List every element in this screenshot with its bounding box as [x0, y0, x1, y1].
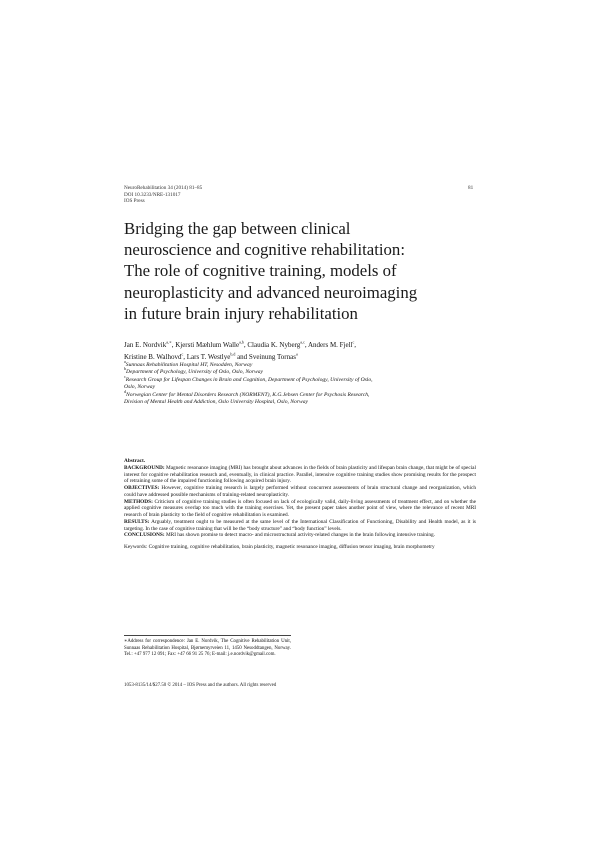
- section-text: Criticism of cognitive training studies is often focused on lack of ecologically valid, daily-living assessments of treatment effect, and on whether the applied cognitive measures overlap too much with the training exercises. Yet, the present paper takes another point of view, where the relevance of recent MRI research of brain plasticity to the field of cognitive rehabilitation is examined.: [124, 498, 476, 518]
- author-marks: a: [295, 351, 298, 357]
- affiliation: [124, 366, 479, 376]
- journal-header: [124, 185, 202, 205]
- affiliation-text: Sunnaas Rehabilitation Hospital HT, Nesodden, Norway: [125, 362, 253, 368]
- abstract-conclusions: [124, 532, 476, 539]
- author-name: Kristine B. Walhovd: [124, 352, 182, 361]
- section-text: Arguably, treatment ought to be measured at the same level of the International Classification of Functioning, Disability and Health model, as it is targeting. In the case of cognitive training that will be the “body structure” and “body function” levels.: [124, 518, 476, 532]
- affiliation-mark: b: [124, 366, 126, 372]
- affiliation-mark: d: [124, 388, 126, 394]
- abstract: [124, 458, 476, 551]
- section-text: However, cognitive training research is largely performed without concurrent assessments of brain structural change and reorganization, which could have addressed possible mechanisms of training-related neuroplasticity.: [124, 485, 476, 498]
- section-text: Magnetic resonance imaging (MRI) has brought about advances in the fields of brain plasticity and lifespan brain change, that might be of special interest for cognitive rehabilitation research and, eventually, in clinical practice. Parallel, intensive cognitive training studies show promising results for the prospect of retraining some of the impaired functioning following acquired brain injury.: [124, 464, 476, 485]
- section-text: MRI has shown promise to detect macro- and microstructural activity-related changes in the brain following intensive training.: [164, 532, 435, 539]
- author-name: , Claudia K. Nyberg: [243, 341, 301, 349]
- title-line: neuroscience and cognitive rehabilitation:: [124, 240, 405, 260]
- journal-citation: NeuroRehabilitation 34 (2014) 81–85: [124, 185, 203, 191]
- affiliation-mark: a: [124, 359, 126, 365]
- abstract-objectives: [124, 485, 476, 499]
- abstract-background: [124, 465, 476, 485]
- title-line: Bridging the gap between clinical: [124, 219, 351, 238]
- author-marks: c: [352, 339, 355, 345]
- title-line: neuroplasticity and advanced neuroimaging: [124, 282, 418, 302]
- abstract-methods: [124, 499, 476, 519]
- paper-title: [124, 218, 484, 324]
- abstract-results: [124, 519, 476, 533]
- title-line: in future brain injury rehabilitation: [124, 303, 358, 323]
- affiliation-text: Department of Psychology, University of Oslo, Oslo, Norway: [126, 369, 264, 376]
- section-label: RESULTS:: [124, 518, 150, 525]
- section-label: OBJECTIVES:: [124, 485, 160, 491]
- author-marks: b,d: [230, 351, 236, 357]
- publisher: IOS Press: [124, 198, 145, 205]
- affiliation-mark: c: [124, 373, 126, 379]
- author-list: [124, 340, 484, 363]
- author-line: [124, 340, 484, 352]
- affiliation-text: Research Group for Lifespan Changes in Brain and Cognition, Department of Psychology, University of Oslo,: [125, 376, 373, 383]
- author-marks: a,∗: [166, 339, 172, 345]
- author-name: Jan E. Nordvik: [124, 341, 167, 349]
- page-number: 81: [468, 185, 474, 191]
- affiliations: [124, 359, 479, 406]
- author-separator: ,: [354, 341, 357, 349]
- author-name: , Anders M. Fjell: [304, 341, 353, 349]
- affiliation-text: Norwegian Center for Mental Disorders Research (NORMENT), K.G.Jebsen Center for Psychosis Research,: [126, 391, 370, 398]
- author-marks: a,b: [239, 339, 244, 345]
- affiliation-continued: Division of Mental Health and Addiction, Oslo University Hospital, Oslo, Norway: [124, 399, 309, 406]
- affiliation: [124, 388, 479, 399]
- affiliation-continued: Oslo, Norway: [124, 384, 156, 391]
- author-name: , Kjersti Mæhlum Walle: [171, 341, 240, 349]
- author-marks: c: [181, 351, 184, 357]
- copyright-line: 1053-8135/14/$27.50 © 2014 – IOS Press and the authors. All rights reserved: [124, 683, 277, 688]
- title-line: The role of cognitive training, models of: [124, 261, 397, 281]
- section-label: BACKGROUND:: [124, 464, 165, 471]
- author-name: and Sveinung Tornas: [235, 352, 296, 361]
- doi: DOI 10.3233/NRE-131017: [124, 191, 181, 198]
- section-label: METHODS:: [124, 498, 153, 505]
- section-label: CONCLUSIONS:: [124, 532, 165, 539]
- author-marks: a,c: [300, 339, 305, 345]
- author-name: , Lars T. Westlye: [183, 352, 231, 361]
- correspondence-footnote: ∗Address for correspondence: Jan E. Nordvik, The Cognitive Rehabilitation Unit, Sunnaas Rehabilitation Hospital, Bjørnemyrveien 11, 1450 Nesoddtangen, Norway. Tel.: +47 977 12 091; Fax: +47 66 91 25 76; E-mail: j.e.nordvik@gmail.com.: [124, 635, 291, 659]
- keywords: Keywords: Cognitive training, cognitive rehabilitation, brain plasticity, magnetic resonance imaging, diffusion tensor imaging, brain morphometry: [124, 544, 435, 550]
- abstract-heading: Abstract.: [124, 458, 146, 464]
- affiliation: [124, 373, 479, 384]
